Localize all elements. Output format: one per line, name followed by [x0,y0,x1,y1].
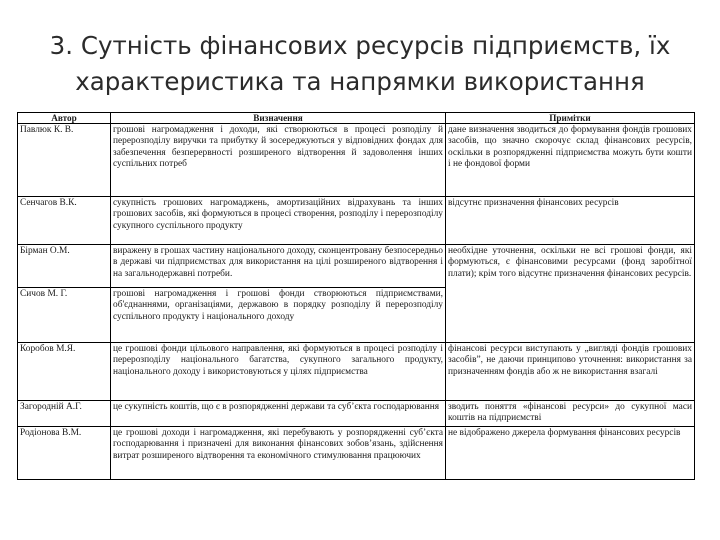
note-cell: необхідне уточнення, оскільки не всі грошові фонди, які формуються, є фінансовими ресурсами (фонд заробітної плати); крім того відсутнє призначення фінансових ресурсів. [446,245,695,343]
definition-cell: сукупність грошових нагромаджень, амортизаційних відрахувань та інших грошових засобів, які формуються в процесі створення, розподілу і перерозподілу сукупного суспільного продукту [111,197,446,245]
table-row [18,197,695,245]
definition-cell: це грошові доходи і нагромадження, які перебувають у розпорядженні суб’єкта господарювання і призначені для виконання фінансових зобов’язань, здійснення витрат розширеного відтворення та економічного стимулювання працюючих [111,426,446,479]
note-cell: не відображено джерела формування фінансових ресурсів [446,426,695,479]
table-row [18,401,695,427]
author-cell: Загородній А.Г. [18,401,111,427]
definition-cell: це грошові фонди цільового направлення, які формуються в процесі розподілу і перерозподілу національного багатства, сукупного загального продукту, національного доходу і використовуються у цілях підприємства [111,343,446,401]
header-definition: Визначення [111,113,446,124]
author-cell: Родіонова В.М. [18,426,111,479]
table-row [18,124,695,197]
definition-cell: виражену в грошах частину національного доходу, сконцентровану безпосередньо в державі чи підприємствах для використання на цілі розширеного відтворення і на загальнодержавні потреби. [111,245,446,288]
header-notes: Примітки [446,113,695,124]
definition-cell: це сукупність коштів, що є в розпорядженні держави та суб’єкта господарювання [111,401,446,427]
definition-cell: грошові нагромадження і грошові фонди створюються підприємствами, об'єднаннями, організаціями, державою в порядку розподілу й перерозподілу суспільного продукту і національного доходу [111,288,446,343]
author-cell: Сичов М. Г. [18,288,111,343]
definition-cell: грошові нагромадження і доходи, які створюються в процесі розподілу й перерозподілу виручки та прибутку й зосереджуються у відповідних фондах для забезпечення безперервності розширеного відтворення й задоволення інших суспільних потреб [111,124,446,197]
note-cell: зводить поняття «фінансові ресурси» до сукупної маси коштів на підприємстві [446,401,695,427]
table-header-row [18,113,695,124]
note-cell: відсутнє призначення фінансових ресурсів [446,197,695,245]
note-cell: фінансові ресурси виступають у „вигляді фондів грошових засобів”, не даючи принципово уточнення: використання за призначенням фондів або ж не використання взагалі [446,343,695,401]
header-author: Автор [18,113,111,124]
author-cell: Коробов М.Я. [18,343,111,401]
definitions-table [17,112,695,480]
table-row [18,245,695,288]
author-cell: Павлюк К. В. [18,124,111,197]
author-cell: Сенчагов В.К. [18,197,111,245]
slide-title: 3. Сутність фінансових ресурсів підприємств, їх характеристика та напрямки використання [49,31,671,96]
note-cell: дане визначення зводиться до формування фондів грошових засобів, що значно скорочує склад фінансових ресурсів, оскільки в розпорядженні підприємства можуть бути кошти і не фондової форми [446,124,695,197]
table-row [18,426,695,479]
table-row [18,343,695,401]
author-cell: Бірман О.М. [18,245,111,288]
